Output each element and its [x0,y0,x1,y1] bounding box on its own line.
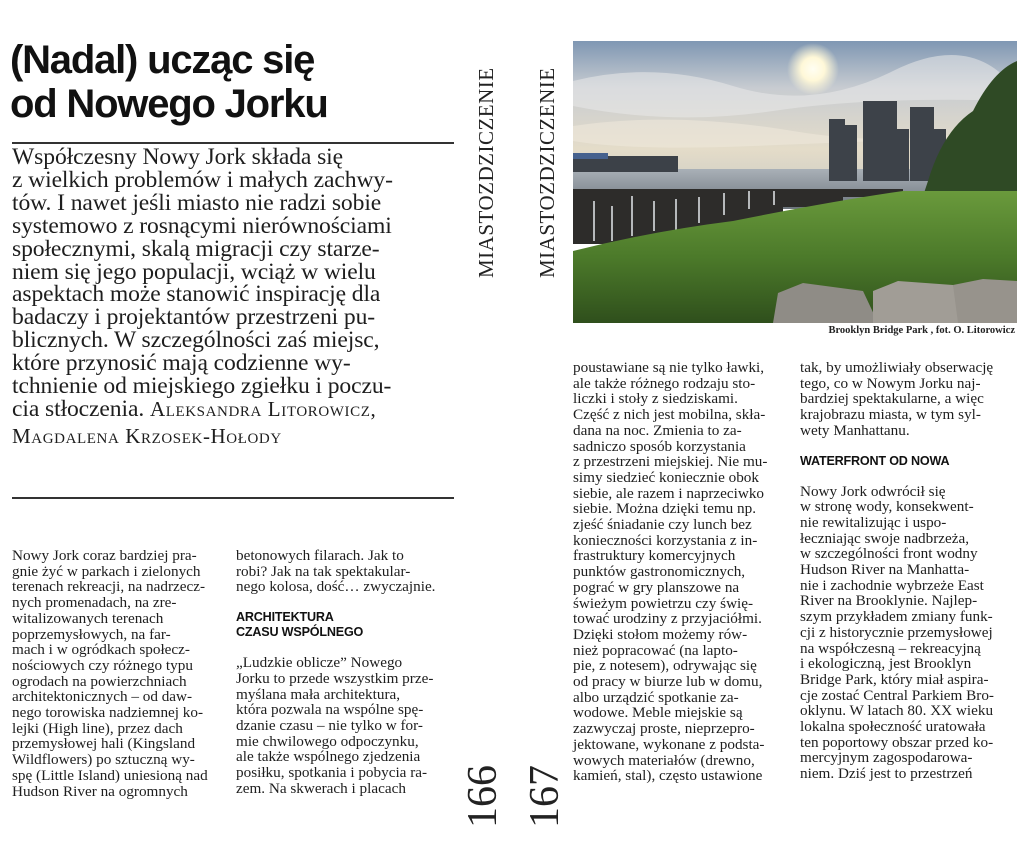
column-paragraph [236,655,456,796]
text-line: siebie, ale razem i naprzeciwko [573,484,765,502]
title-line: od Nowego Jorku [10,82,328,126]
lede-line: aspektach może stanowić inspirację dla [12,281,381,308]
text-line: myślana mała architektura, [236,685,401,703]
text-line: ale także różnego rodzaju sto- [573,374,756,392]
text-line: wowych materiałów (drewno, [573,751,755,769]
subhead-line: CZASU WSPÓLNEGO [236,625,364,640]
text-line: lejki (High line), przez dach [12,719,183,737]
text-line: łeczniając swoje nadbrzeża, [800,529,970,547]
text-line: siebie. Można dzięki temu np. [573,500,757,518]
text-line: „Ludzkie oblicze” Nowego [236,654,403,672]
text-line: mach i w ogródkach społecz- [12,641,190,659]
text-line: River na Brooklynie. Najlep- [800,592,978,610]
text-line: Hudson River na Manhatta- [800,561,970,579]
text-line: sadniczo sposób korzystania [573,437,746,455]
text-line: mercyjnym zagospodarowa- [800,749,973,767]
body-column-2 [236,548,456,796]
text-line: która pozwala na wspólne spę- [236,701,424,719]
spacer [236,595,456,610]
lede-line: Współczesny Nowy Jork składa się [12,144,343,170]
text-line: przemysłowej hali (Kingsland [12,735,196,753]
text-line: cji z historycznie przemysłowej [800,623,993,641]
text-line: pograć w gry planszowe na [573,578,740,596]
text-line: spę (Little Island) uniesioną nad [12,766,208,784]
article-title [10,38,460,126]
text-line: nież popracować (na lapto- [573,641,738,659]
lede-line: tów. I nawet jeśli miasto nie radzi sobie [12,189,382,216]
text-line: tak, by umożliwiały obserwację [800,359,994,376]
text-line: nego torowiska nadziemnej ko- [12,704,204,722]
photo-sun [787,43,839,95]
title-line: (Nadal) ucząc się [10,38,315,82]
text-line: Część z nich jest mobilna, skła- [573,406,766,424]
text-line: terenach rekreacji, na nadrzecz- [12,578,206,596]
divider-bottom [12,497,454,499]
text-line: Jorku to przede wszystkim prze- [236,669,434,687]
page-number-right: 167 [522,765,568,828]
section-label-left: MIASTOZDZICZENIE [474,67,498,278]
text-line: poustawiane są nie tylko ławki, [573,359,765,376]
body-column-1 [12,548,228,799]
text-line: z przestrzeni miejskiej. Nie mu- [573,453,768,471]
lede-line: tchnienie od miejskiego zgiełku i poczu- [12,373,392,400]
text-line: kamień, stal), często ustawione [573,767,763,785]
text-line: wodowe. Meble miejskie są [573,704,743,722]
text-line: konieczności korzystania z in- [573,531,758,549]
lede-line: blicznych. W szczególności zaś miejsc, [12,327,380,354]
photo-brooklyn-bridge-park [573,41,1017,323]
text-line: tować urodziny z przyjaciółmi. [573,610,762,628]
lede-line: społecznymi, skalą migracji czy starze- [12,235,380,262]
text-line: i ekologiczną, jest Brooklyn [800,655,972,673]
text-line: lokalna społeczność uratowała [800,718,986,736]
lede-line: niem się jego populacji, wciąż w wielu [12,258,376,285]
text-line: ale także wspólnego zjedzenia [236,748,421,766]
text-line: mie chwilowego odpoczynku, [236,732,419,750]
text-line: od pracy w biurze lub w domu, [573,673,763,691]
text-line: nych promenadach, na zre- [12,594,177,612]
text-line: punktów gastronomicznych, [573,563,746,581]
text-line: gnie żyć w parkach i zielonych [12,562,201,580]
text-line: pie, z notesem), odrywając się [573,657,757,675]
lede-line: cia stłoczenia. [12,395,145,422]
text-line: niem. Dziś jest to przestrzeń [800,765,973,783]
text-line: liczki i stoły z siedziskami. [573,390,738,408]
lede-line: z wielkich problemów i małych zachwy- [12,166,393,193]
subhead-line: ARCHITEKTURA [236,610,334,625]
text-line: Nowy Jork coraz bardziej pra- [12,547,197,564]
lede-last-line [12,395,458,422]
text-line: simy siedzieć koniecznie obok [573,468,759,486]
spacer [800,469,1022,484]
text-line: bardziej spektakularne, a więc [800,390,984,408]
author-byline: Magdalena Krzosek-Hołody [12,423,282,448]
column-paragraph [236,548,456,595]
text-line: w szczególności front wodny [800,545,978,563]
text-line: na współczesną – rekreacyjną [800,639,981,657]
text-line: wety Manhattanu. [800,421,910,439]
text-line: zazwyczaj proste, nieprzepro- [573,720,755,738]
text-line: Dzięki stołom możemy rów- [573,625,748,643]
text-line: poprzemysłowych, na far- [12,625,171,643]
subhead-architektura [236,610,456,640]
page-number-left: 166 [460,765,506,828]
author-byline: Aleksandra Litorowicz, [149,396,377,421]
text-line: szym przykładem zmiany funk- [800,608,993,626]
text-line: zjeść śniadanie czy lunch bez [573,516,752,534]
text-line: krajobrazu miasta, w tym syl- [800,406,981,424]
spacer [236,640,456,655]
subhead-waterfront: WATERFRONT OD NOWA [800,453,950,468]
text-line: zem. Na skwerach i placach [236,779,406,797]
section-label-right: MIASTOZDZICZENIE [535,67,559,278]
text-line: architektonicznych – od daw- [12,688,193,706]
text-line: oklynu. W latach 80. XX wieku [800,702,994,720]
text-line: dana na noc. Zmienia to za- [573,421,742,439]
text-line: nie rewitalizując i uspo- [800,513,947,531]
column-paragraph [800,484,1022,782]
body-column-4 [800,360,1022,782]
text-line: Bridge Park, który miał aspira- [800,670,989,688]
photo-caption: Brooklyn Bridge Park , fot. O. Litorowicz [828,325,1015,336]
text-line: Hudson River na ogromnych [12,782,188,800]
text-line: witalizowanych terenach [12,609,164,627]
text-line: w stronę wody, konsekwent- [800,498,974,516]
text-line: Nowy Jork odwrócił się [800,482,946,500]
text-line: ten poportowy obszar przed ko- [800,733,994,751]
text-line: jektowane, wykonane z podsta- [573,735,765,753]
lede-line: systemowo z rosnącymi nierównościami [12,212,392,239]
text-line: dzanie czasu – nie tylko w for- [236,716,423,734]
text-line: posiłku, spotkania i pobycia ra- [236,764,428,782]
text-line: świeżym powietrzu czy świę- [573,594,754,612]
article-lede [12,146,458,448]
text-line: nego kolosa, dość… zwyczajnie. [236,578,436,596]
photo-rocks [773,279,1017,323]
body-column-3 [573,360,795,784]
lede-line: które przynosić mają codzienne wy- [12,350,351,377]
text-line: cje zostać Central Parkiem Bro- [800,686,994,704]
column-paragraph [800,360,1022,439]
spacer [800,439,1022,454]
text-line: nie i zachodnie wybrzeże East [800,576,984,594]
lede-line: badaczy i projektantów przestrzeni pu- [12,304,376,331]
text-line: ogrodach na powierzchniach [12,672,187,690]
text-line: tego, co w Nowym Jorku naj- [800,374,981,392]
text-line: Wildflowers) po sztuczną wy- [12,751,195,769]
text-line: robi? Jak na tak spektakular- [236,562,411,580]
text-line: nościowych czy różnego typu [12,656,193,674]
text-line: frastruktury komercyjnych [573,547,736,565]
text-line: albo urządzić spotkanie za- [573,688,739,706]
text-line: betonowych filarach. Jak to [236,547,404,564]
